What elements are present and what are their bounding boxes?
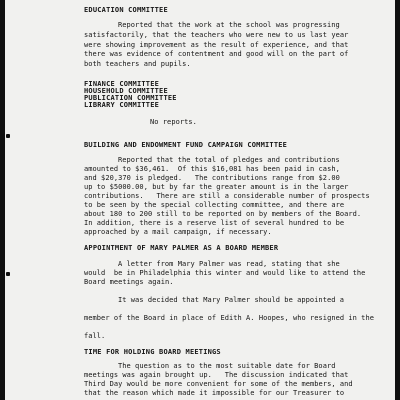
- text-line: amounted to $36,461. Of this $16,081 has been paid in cash,: [84, 165, 340, 173]
- text-line: Reported that the work at the school was progressing: [118, 21, 340, 29]
- text-line: about 180 to 200 still to be reported on by members of the Board.: [84, 210, 362, 218]
- text-line: both teachers and pupils.: [84, 60, 191, 68]
- education-heading: EDUCATION COMMITTEE: [84, 6, 168, 14]
- committee-name: PUBLICATION COMMITTEE: [84, 94, 177, 102]
- meetings-heading: TIME FOR HOLDING BOARD MEETINGS: [84, 348, 221, 356]
- text-line: In addition, there is a reserve list of several hundred to be: [84, 219, 345, 227]
- text-line: meetings was again brought up. The discussion indicated that: [84, 371, 349, 379]
- text-line: member of the Board in place of Edith A. Hoopes, who resigned in the: [84, 314, 374, 322]
- scan-border-right: [395, 0, 400, 400]
- text-line: to be seen by the special collecting committee, and there are: [84, 201, 345, 209]
- text-line: fall.: [84, 332, 106, 340]
- text-line: It was decided that Mary Palmer should be appointed a: [118, 296, 345, 304]
- text-line: up to $5000.00, but by far the greater amount is in the larger: [84, 183, 349, 191]
- text-line: Board meetings again.: [84, 278, 174, 286]
- text-line: and $20,370 is pledged. The contributions range from $2.00: [84, 174, 340, 182]
- text-line: would be in Philadelphia this winter and would like to attend the: [84, 269, 366, 277]
- text-line: approached by a mail campaign, if necessary.: [84, 228, 272, 236]
- text-line: were showing improvement as the result of experience, and that: [84, 41, 349, 49]
- scan-border-left: [0, 0, 5, 400]
- building-fund-heading: BUILDING AND ENDOWMENT FUND CAMPAIGN COMMITTEE: [84, 141, 288, 149]
- no-reports-note: No reports.: [150, 118, 197, 126]
- text-line: Reported that the total of pledges and contributions: [118, 156, 340, 164]
- committee-name: FINANCE COMMITTEE: [84, 80, 160, 88]
- scan-hole-mark: [6, 272, 10, 276]
- text-line: that the reason which made it impossible for our Treasurer to: [84, 389, 345, 397]
- text-line: there was evidence of contentment and good will on the part of: [84, 50, 349, 58]
- committee-name: HOUSEHOLD COMMITTEE: [84, 87, 168, 95]
- text-line: Third Day would be more convenient for some of the members, and: [84, 380, 353, 388]
- text-line: A letter from Mary Palmer was read, stating that she: [118, 260, 340, 268]
- appointment-heading: APPOINTMENT OF MARY PALMER AS A BOARD MEMBER: [84, 244, 279, 252]
- scan-hole-mark: [6, 134, 10, 138]
- text-line: contributions. There are still a considerable number of prospects: [84, 192, 370, 200]
- committee-name: LIBRARY COMMITTEE: [84, 101, 160, 109]
- text-line: The question as to the most suitable date for Board: [118, 362, 336, 370]
- text-line: satisfactorily, that the teachers who were new to us last year: [84, 31, 349, 39]
